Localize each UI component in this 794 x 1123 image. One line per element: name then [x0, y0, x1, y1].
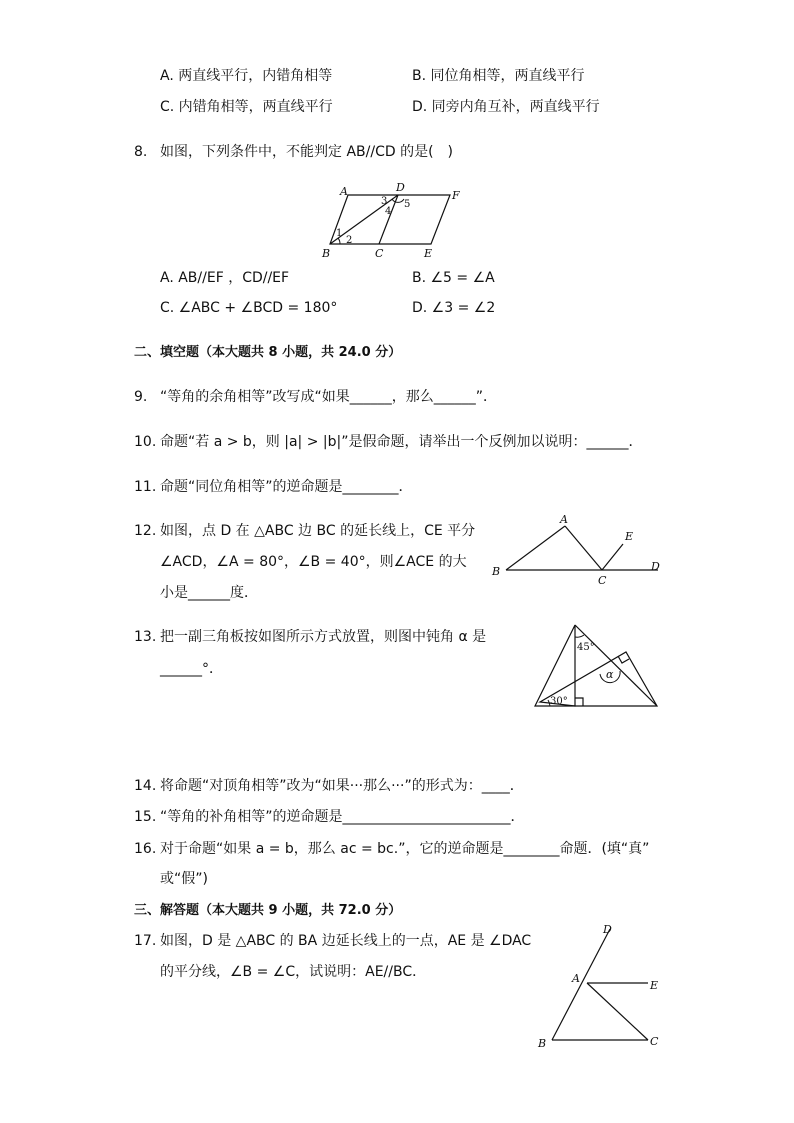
q14-text: 将命题“对顶角相等”改为“如果···那么···”的形式为：____． — [160, 778, 524, 794]
q11-text: 命题“同位角相等”的逆命题是________． — [160, 479, 413, 495]
q13-angle-alpha: α — [606, 668, 614, 681]
q15-text: “等角的补角相等”的逆命题是________________________． — [160, 809, 525, 825]
q12-line-2: ∠ACD，∠A = 80°，∠B = 40°，则∠ACE 的大 — [160, 554, 467, 570]
q7-option-c: C. 内错角相等，两直线平行 — [160, 99, 333, 115]
q12-label-e: E — [625, 530, 634, 543]
q12-line-1: 如图，点 D 在 △ABC 边 BC 的延长线上，CE 平分 — [160, 523, 476, 539]
q8-angle-4: 4 — [385, 206, 392, 217]
q7-option-b: B. 同位角相等，两直线平行 — [412, 68, 585, 84]
q12-label-a: A — [560, 513, 568, 526]
q12-number: 12. — [134, 523, 157, 539]
q8-angle-2: 2 — [346, 235, 353, 246]
q8-angle-1: 1 — [336, 228, 343, 239]
q8-option-b: B. ∠5 = ∠A — [412, 270, 495, 286]
q16-number: 16. — [134, 841, 157, 857]
q7-option-a: A. 两直线平行，内错角相等 — [160, 68, 333, 84]
q8-option-d: D. ∠3 = ∠2 — [412, 300, 496, 316]
q8-label-f: F — [452, 189, 460, 202]
q17-label-e: E — [650, 979, 659, 992]
q17-label-b: B — [538, 1037, 547, 1050]
q13-number: 13. — [134, 629, 157, 645]
q8-number: 8. — [134, 144, 148, 160]
q8-label-a: A — [340, 185, 348, 198]
q8-option-a: A. AB//EF ，CD//EF — [160, 270, 290, 286]
q13-angle-45: 45° — [577, 642, 595, 653]
q8-angle-3: 3 — [381, 196, 388, 207]
q15-number: 15. — [134, 809, 157, 825]
q10-text: 命题“若 a > b，则 |a| > |b|”是假命题，请举出一个反例加以说明：______． — [160, 434, 643, 450]
q13-angle-30: 30° — [550, 696, 568, 707]
q12-figure — [488, 508, 668, 588]
q8-label-c: C — [375, 247, 384, 260]
q8-option-c: C. ∠ABC + ∠BCD = 180° — [160, 300, 338, 316]
q17-line-1: 如图，D 是 △ABC 的 BA 边延长线上的一点，AE 是 ∠DAC — [160, 933, 532, 949]
q9-text: “等角的余角相等”改写成“如果______，那么______”． — [160, 389, 498, 405]
q13-figure — [530, 620, 665, 712]
q10-number: 10. — [134, 434, 157, 450]
q8-angle-5: 5 — [404, 199, 411, 210]
q17-label-a: A — [572, 972, 580, 985]
q17-number: 17. — [134, 933, 157, 949]
q8-label-b: B — [322, 247, 331, 260]
q8-stem: 如图，下列条件中，不能判定 AB//CD 的是( ) — [160, 144, 453, 160]
q12-label-b: B — [492, 565, 501, 578]
q9-number: 9. — [134, 389, 148, 405]
q13-line-1: 把一副三角板按如图所示方式放置，则图中钝角 α 是 — [160, 629, 487, 645]
q16-line-2: 或“假”) — [160, 871, 208, 887]
section-3-heading: 三、解答题（本大题共 9 小题，共 72.0 分） — [134, 903, 402, 918]
q11-number: 11. — [134, 479, 157, 495]
q12-label-d: D — [651, 560, 660, 573]
q8-figure — [318, 180, 468, 264]
q7-option-d: D. 同旁内角互补，两直线平行 — [412, 99, 600, 115]
section-2-heading: 二、填空题（本大题共 8 小题，共 24.0 分） — [134, 345, 402, 360]
q17-line-2: 的平分线，∠B = ∠C，试说明：AE//BC． — [160, 964, 427, 980]
q12-label-c: C — [598, 574, 607, 587]
q16-line-1: 对于命题“如果 a = b，那么 ac = bc.”，它的逆命题是________命题．(填“真” — [160, 841, 650, 857]
q17-figure — [530, 915, 670, 1055]
q17-label-c: C — [650, 1035, 659, 1048]
q8-label-d: D — [396, 181, 405, 194]
q13-line-2: ______°． — [160, 661, 223, 677]
q8-label-e: E — [424, 247, 433, 260]
q12-line-3: 小是______度． — [160, 585, 258, 601]
q17-label-d: D — [603, 923, 612, 936]
q14-number: 14. — [134, 778, 157, 794]
